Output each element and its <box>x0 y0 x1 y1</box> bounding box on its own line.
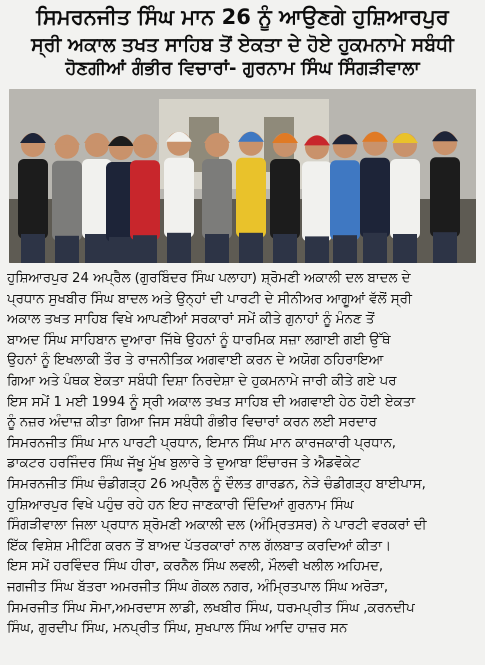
headline-sub-1: ਸ੍ਰੀ ਅਕਾਲ ਤਖਤ ਸਾਹਿਬ ਤੋਂ ਏਕਤਾ ਦੇ ਹੋਏ ਹੁਕਮਨਾਮੇ ਸਬੰਧੀ <box>31 34 454 56</box>
article-line: ਇੱਕ ਵਿਸ਼ੇਸ਼ ਮੀਟਿੰਗ ਕਰਨ ਤੋਂ ਬਾਅਦ ਪੱਤਰਕਾਰਾਂ ਨਾਲ ਗੱਲਬਾਤ ਕਰਦਿਆਂ ਕੀਤਾ। <box>7 538 391 554</box>
person-legs <box>167 233 191 263</box>
article-line: ਡਾਕਟਰ ਹਰਜਿੰਦਰ ਸਿੰਘ ਜੱਖੂ ਮੁੱਖ ਬੁਲਾਰੇ ਤੇ ਦੁਆਬਾ ਇੰਚਾਰਜ ਤੇ ਐਡਵੋਕੇਟ <box>7 456 361 472</box>
person-body <box>164 158 194 238</box>
article-line: ਉਹਨਾਂ ਨੂੰ ਇਖਲਾਕੀ ਤੌਰ ਤੇ ਰਾਜਨੀਤਿਕ ਅਗਵਾਈ ਕਰਨ ਦੇ ਅਯੋਗ ਠਹਿਰਾਇਆ <box>7 353 384 369</box>
headline-main: ਸਿਮਰਨਜੀਤ ਸਿੰਘ ਮਾਨ 26 ਨੂੰ ਆਉਣਗੇ ਹੁਸ਼ਿਆਰਪੁਰ <box>36 5 449 29</box>
article-line: ਸਿਮਰਨਜੀਤ ਸਿੰਘ ਮਾਨ ਪਾਰਟੀ ਪ੍ਰਧਾਨ, ਇਮਾਨ ਸਿੰਘ ਮਾਨ ਕਾਰਜਕਾਰੀ ਪ੍ਰਧਾਨ, <box>7 435 397 451</box>
person-legs <box>273 234 297 263</box>
article-line: ਸਿਮਰਜੀਤ ਸਿੰਘ ਸੋਮਾ,ਅਮਰਦਾਸ ਲਾਡੀ, ਲਖਬੀਰ ਸਿੰਘ, ਧਰਮਪ੍ਰੀਤ ਸਿੰਘ ,ਕਰਨਦੀਪ <box>7 600 415 616</box>
headline-sub-2: ਹੋਣਗੀਆਂ ਗੰਭੀਰ ਵਿਚਾਰਾਂ- ਗੁਰਨਾਮ ਸਿੰਘ ਸਿੰਗੜੀਵਾਲਾ <box>65 58 420 79</box>
person-legs <box>85 234 109 263</box>
person-body <box>360 158 390 238</box>
article-line: ਪ੍ਰਧਾਨ ਸੁਖਬੀਰ ਸਿੰਘ ਬਾਦਲ ਅਤੇ ਉਨ੍ਹਾਂ ਦੀ ਪਾਰਟੀ ਦੇ ਸੀਨੀਅਰ ਆਗੂਆਂ ਵੱਲੋਂ ਸ੍ਰੀ <box>7 291 412 307</box>
person-body <box>270 159 300 239</box>
article-line: ਸਿੰਗੜੀਵਾਲਾ ਜਿਲਾ ਪ੍ਰਧਾਨ ਸ਼੍ਰੋਮਣੀ ਅਕਾਲੀ ਦਲ (ਅੰਮ੍ਰਿਤਸਰ) ਨੇ ਪਾਰਟੀ ਵਰਕਰਾਂ ਦੀ <box>7 518 427 534</box>
article-line: ਜਗਜੀਤ ਸਿੰਘ ਬੱਤਰਾ ਅਮਰਜੀਤ ਸਿੰਘ ਗੋਕਲ ਨਗਰ, ਅੰਮ੍ਰਿਤਪਾਲ ਸਿੰਘ ਅਰੋੜਾ, <box>7 579 389 595</box>
person-legs <box>133 235 157 263</box>
article-line: ਸਿੰਘ, ਗੁਰਦੀਪ ਸਿੰਘ, ਮਨਪ੍ਰੀਤ ਸਿੰਘ, ਸੁਖਪਾਲ ਸਿੰਘ ਆਦਿ ਹਾਜ਼ਰ ਸਨ <box>7 621 348 637</box>
person-legs <box>205 234 229 263</box>
group-photo-illustration <box>9 89 476 263</box>
person-body <box>330 160 360 240</box>
article-line: ਇਸ ਸਮੇਂ ਹਰਵਿੰਦਰ ਸਿੰਘ ਹੀਰਾ, ਕਰਨੈਲ ਸਿੰਘ ਲਵਲੀ, ਮੌਲਵੀ ਖਲੀਲ ਅਹਿਮਦ, <box>7 559 384 575</box>
person-legs <box>363 233 387 263</box>
person-legs <box>333 235 357 263</box>
person-body <box>130 160 160 240</box>
person-legs <box>21 234 45 263</box>
person-body <box>390 159 420 239</box>
article-line: ਗਿਆ ਅਤੇ ਪੰਥਕ ਏਕਤਾ ਸਬੰਧੀ ਦਿਸ਼ਾ ਨਿਰਦੇਸ਼ਾ ਦੇ ਹੁਕਮਨਾਮੇ ਜਾਰੀ ਕੀਤੇ ਗਏ ਪਰ <box>7 373 397 389</box>
article-body <box>7 269 478 640</box>
article-line: ਇਸ ਸਮੇਂ 1 ਮਈ 1994 ਨੂੰ ਸ੍ਰੀ ਅਕਾਲ ਤਖਤ ਸਾਹਿਬ ਦੀ ਅਗਵਾਈ ਹੇਠ ਹੋਈ ਏਕਤਾ <box>7 394 416 410</box>
person-body <box>302 161 332 241</box>
article-line: ਨੂੰ ਨਜ਼ਰ ਅੰਦਾਜ਼ ਕੀਤਾ ਗਿਆ ਜਿਸ ਸਬੰਧੀ ਗੰਭੀਰ ਵਿਚਾਰਾਂ ਕਰਨ ਲਈ ਸਰਦਾਰ <box>7 415 377 431</box>
person-legs <box>393 234 417 263</box>
person-legs <box>109 237 133 263</box>
person-legs <box>55 236 79 263</box>
person-body <box>52 161 82 241</box>
person-legs <box>305 236 329 263</box>
article-line: ਬਾਅਦ ਸਿੰਘ ਸਾਹਿਬਾਨ ਦੁਆਰਾ ਜਿੱਥੇ ਉਹਨਾਂ ਨੂੰ ਧਾਰਮਿਕ ਸਜ਼ਾ ਲਗਾਈ ਗਈ ਉੱਥੇ <box>7 332 391 348</box>
person-body <box>18 159 48 239</box>
group-photo <box>9 89 476 263</box>
person-legs <box>239 233 263 263</box>
article-line: ਹੁਸ਼ਿਆਰਪੁਰ 24 ਅਪ੍ਰੈਲ (ਗੁਰਬਿੰਦਰ ਸਿੰਘ ਪਲਾਹਾ) ਸ਼੍ਰੋਮਣੀ ਅਕਾਲੀ ਦਲ ਬਾਦਲ ਦੇ <box>7 271 411 286</box>
person-body <box>202 159 232 239</box>
person-body <box>236 158 266 238</box>
person-body <box>430 157 460 237</box>
article-line: ਅਕਾਲ ਤਖਤ ਸਾਹਿਬ ਵਿਖੇ ਆਪਣੀਆਂ ਸਰਕਾਰਾਂ ਸਮੇਂ ਕੀਤੇ ਗੁਨਾਹਾਂ ਨੂੰ ਮੰਨਣ ਤੋਂ <box>7 312 375 328</box>
article-line: ਹੁਸ਼ਿਆਰਪੁਰ ਵਿਖੇ ਪਹੁੰਚ ਰਹੇ ਹਨ ਇਹ ਜਾਣਕਾਰੀ ਦਿੰਦਿਆਂ ਗੁਰਨਾਮ ਸਿੰਘ <box>7 497 354 513</box>
article-line: ਸਿਮਰਨਜੀਤ ਸਿੰਘ ਚੰਡੀਗੜ੍ਹ 26 ਅਪ੍ਰੈਲ ਨੂੰ ਦੌਲਤ ਗਾਰਡਨ, ਨੇੜੇ ਚੰਡੀਗੜ੍ਹ ਬਾਈਪਾਸ, <box>7 476 426 492</box>
person-legs <box>433 232 457 263</box>
